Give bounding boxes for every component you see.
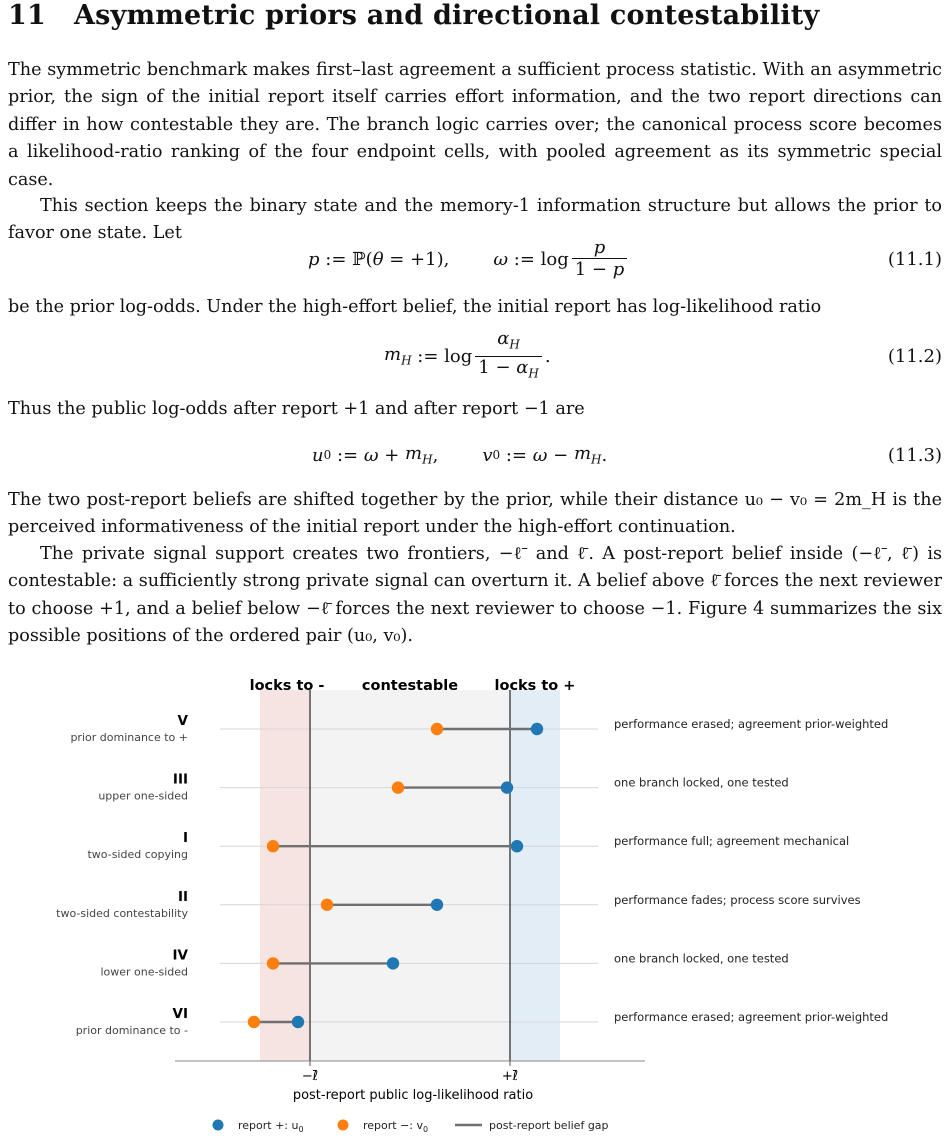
x-tick-label: −ℓ̄ [301, 1069, 319, 1084]
region-contestable [310, 690, 510, 1061]
x-axis-label: post-report public log-likelihood ratio [292, 1088, 534, 1103]
case-description: lower one-sided [100, 965, 188, 979]
case-description: two-sided contestability [56, 906, 188, 920]
case-description: prior dominance to + [70, 731, 188, 744]
legend-gap-label: post-report belief gap [489, 1119, 609, 1132]
legend-v0-marker [338, 1120, 349, 1131]
case-annotation: performance full; agreement mechanical [614, 834, 850, 849]
case-annotation: one branch locked, one tested [614, 951, 789, 966]
region-locks-plus [510, 690, 560, 1061]
equation-11-3-body: u 0 := ω + $m_H$ , v 0 := ω − $m_H$ . [312, 443, 608, 467]
case-annotation: performance erased; agreement prior-weighted [614, 1010, 889, 1024]
case-label: V [177, 713, 188, 729]
x-tick-label: +ℓ̄ [501, 1069, 519, 1084]
case-description: two-sided copying [87, 848, 188, 862]
region-label-right: locks to + [494, 678, 576, 694]
case-label: I [182, 830, 188, 847]
paragraph-4: Thus the public log-odds after report +1 and after report −1 are [8, 399, 585, 419]
legend-u0-label: report +: $u_0$ [238, 1119, 304, 1134]
v0-point [267, 957, 279, 969]
section-heading [8, 0, 819, 31]
case-label: II [177, 888, 188, 905]
paragraph-5: The two post-report beliefs are shifted together by the prior, while their distance u₀ − v₀ = 2m_H is the perceived informativeness of the initial report under the high-effort continuation. [8, 490, 942, 538]
legend-v0-label: report −: $v_0$ [363, 1119, 429, 1134]
equation-11-1-body: p := ℙ( θ = +1), ω := log $\frac{p}{1 - p}$ [308, 234, 630, 284]
u0-point [292, 1016, 304, 1028]
v0-point [248, 1016, 260, 1028]
legend-u0-marker [213, 1120, 224, 1131]
region-label-middle: contestable [361, 678, 459, 694]
v0-point [392, 781, 404, 793]
paragraph-3: be the prior log-odds. Under the high-effort belief, the initial report has log-likelihood ratio [8, 297, 822, 317]
equation-number: (11.1) [887, 248, 942, 270]
v0-point [321, 899, 333, 911]
case-annotation: performance fades; process score survives [614, 892, 861, 907]
equation-number: (11.2) [887, 345, 942, 367]
u0-point [387, 957, 399, 969]
equation-11-3 [0, 430, 950, 480]
case-description: prior dominance to - [75, 1024, 188, 1037]
u0-point [511, 840, 523, 852]
u0-point [501, 781, 513, 793]
dumbbell-chart [0, 672, 950, 1138]
u0-point [531, 723, 543, 735]
case-description: upper one-sided [98, 789, 188, 803]
paragraph-6: The private signal support creates two frontiers, −ℓ̄ and ℓ̄. A post-report belief inside (−ℓ̄, ℓ̄) is contestable: a sufficiently strong private signal can overturn it. A belief above ℓ̄ forces the next reviewer to choose +1, and a belief below −ℓ̄ forces the next reviewer to choose −1. Figure 4 summarizes the six possible positions of the ordered pair (u₀, v₀). [8, 544, 942, 647]
v0-point [267, 840, 279, 852]
paragraph-1: The symmetric benchmark makes first–last agreement a sufficient process statistic. With an asymmetric prior, the sign of the initial report itself carries effort information, and the two report directions can differ in how contestable they are. The branch logic carries over; the canonical process score becomes a likelihood-ratio ranking of the four endpoint cells, with pooled agreement as its symmetric special case. [8, 60, 942, 190]
section-title: Asymmetric priors and directional contestability [74, 0, 820, 31]
equation-number: (11.3) [887, 444, 942, 466]
equation-11-2 [0, 327, 950, 381]
equation-11-2-body: $m_H$ := log $\frac{\alpha_H}{1 - \alpha_H}$ . [384, 331, 551, 381]
case-label: VI [172, 1006, 188, 1022]
equation-11-1 [0, 234, 950, 284]
u0-point [431, 899, 443, 911]
figure-4 [0, 672, 950, 1138]
region-label-left: locks to - [249, 678, 325, 694]
section-number: 11 [8, 0, 46, 31]
v0-point [431, 723, 443, 735]
region-locks-minus [260, 690, 310, 1061]
case-annotation: performance erased; agreement prior-weighted [614, 717, 889, 731]
case-label: III [172, 771, 188, 788]
case-annotation: one branch locked, one tested [614, 775, 789, 790]
paragraph-2: This section keeps the binary state and the memory-1 information structure but allows the prior to favor one state. Let [8, 196, 942, 244]
case-label: IV [172, 947, 188, 964]
